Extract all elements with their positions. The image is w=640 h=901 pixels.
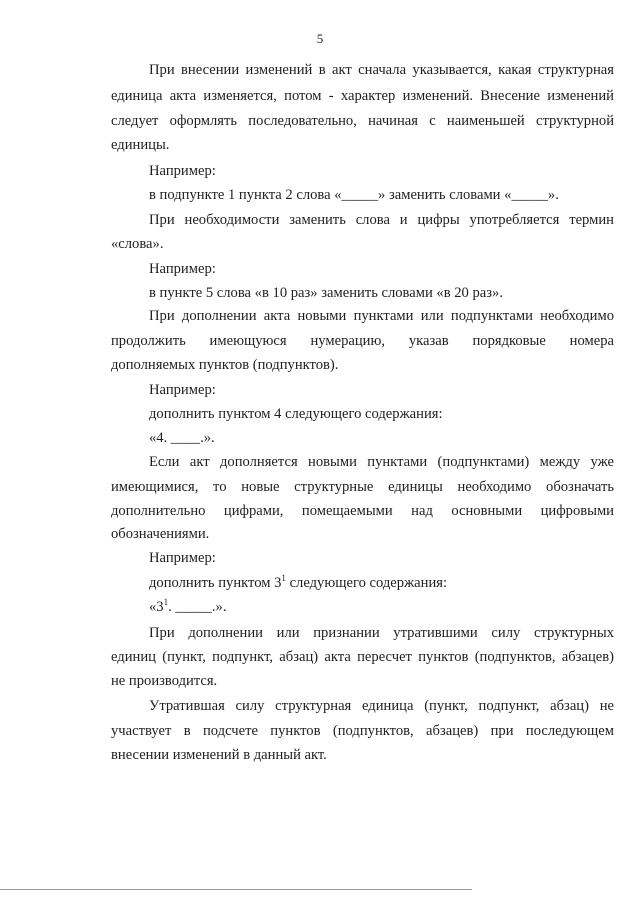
paragraph-1-line-4: единицы. xyxy=(111,137,170,153)
paragraph-1-line-3: следует оформлять последовательно, начиная с наименьшей структурной xyxy=(111,113,614,129)
page-number: 5 xyxy=(316,31,324,46)
paragraph-3-line-1: При дополнении акта новыми пунктами или подпунктами необходимо xyxy=(149,308,614,324)
example-4-heading: Например: xyxy=(149,550,216,566)
paragraph-5-line-3: не производится. xyxy=(111,673,218,689)
paragraph-6-line-3: внесении изменений в данный акт. xyxy=(111,747,327,763)
example-4-text-1-post: следующего содержания: xyxy=(285,575,448,591)
bottom-divider xyxy=(0,889,472,890)
example-4-text-1-sup: 1 xyxy=(281,573,286,583)
paragraph-1-line-2: единица акта изменяется, потом - характер изменений. Внесение изменений xyxy=(111,88,614,104)
paragraph-4-line-3: дополнительно цифрами, помещаемыми над основными цифровыми xyxy=(111,503,614,519)
example-3-heading: Например: xyxy=(149,382,216,398)
example-4-text-2-sup: 1 xyxy=(163,597,169,607)
example-4-text-2 xyxy=(149,597,614,617)
example-4-text-2-pre: «3 xyxy=(149,599,164,615)
paragraph-6-line-2: участвует в подсчете пунктов (подпунктов, абзацев) при последующем xyxy=(111,723,614,739)
paragraph-4-line-4: обозначениями. xyxy=(111,526,210,542)
paragraph-4-line-2: имеющимися, то новые структурные единицы необходимо обозначать xyxy=(111,479,614,495)
example-2-text: в пункте 5 слова «в 10 раз» заменить словами «в 20 раз». xyxy=(149,285,503,301)
example-4-text-2-post: . _____.». xyxy=(168,599,227,615)
example-3-text-1: дополнить пунктом 4 следующего содержания: xyxy=(149,406,443,422)
paragraph-2-line-2: «слова». xyxy=(111,236,164,252)
paragraph-3-line-2: продолжить имеющуюся нумерацию, указав порядковые номера xyxy=(111,333,614,349)
example-3-text-2: «4. ____.». xyxy=(149,430,215,446)
paragraph-5-line-1: При дополнении или признании утратившими силу структурных xyxy=(149,625,614,641)
example-1-text: в подпункте 1 пункта 2 слова «_____» заменить словами «_____». xyxy=(149,187,559,203)
paragraph-5-line-2: единиц (пункт, подпункт, абзац) акта пересчет пунктов (подпунктов, абзацев) xyxy=(111,649,614,665)
example-2-heading: Например: xyxy=(149,261,216,277)
example-1-heading: Например: xyxy=(149,163,216,179)
paragraph-6-line-1: Утратившая силу структурная единица (пункт, подпункт, абзац) не xyxy=(149,698,614,714)
paragraph-4-line-1: Если акт дополняется новыми пунктами (подпунктами) между уже xyxy=(149,454,614,470)
paragraph-1-line-1: При внесении изменений в акт сначала указывается, какая структурная xyxy=(149,62,614,78)
paragraph-2-line-1: При необходимости заменить слова и цифры употребляется термин xyxy=(149,212,614,228)
example-4-text-1 xyxy=(149,573,614,593)
paragraph-3-line-3: дополняемых пунктов (подпунктов). xyxy=(111,357,339,373)
example-4-text-1-pre: дополнить пунктом 3 xyxy=(149,575,282,591)
